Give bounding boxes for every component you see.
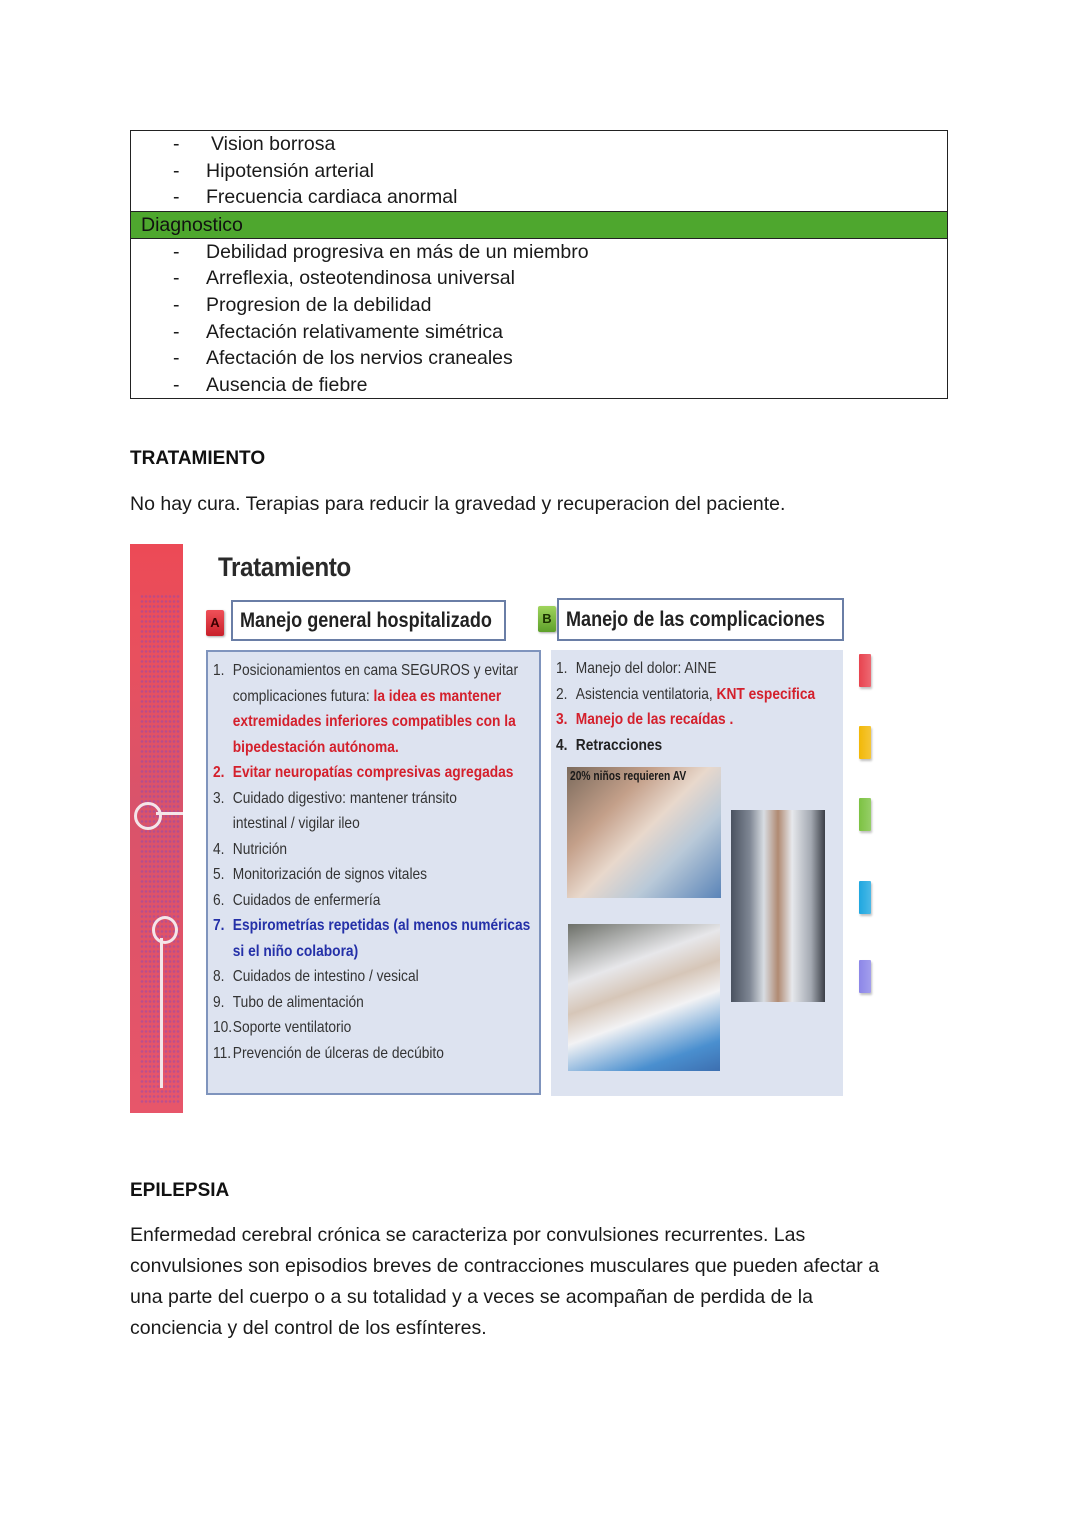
list-item: complicaciones futura: la idea es mantener <box>232 687 502 705</box>
decorative-stripe <box>130 544 183 1113</box>
list-item: extremidades inferiores compatibles con la <box>232 713 516 730</box>
list-item: 5. Monitorización de signos vitales <box>213 866 428 883</box>
list-item: intestinal / vigilar ileo <box>232 815 360 832</box>
sun-motif-icon <box>152 916 178 944</box>
epilepsia-line: Enfermedad cerebral crónica se caracteriza por convulsiones recurrentes. Las <box>130 1224 806 1246</box>
section-b-badge: B <box>538 606 556 632</box>
slide-title: Tratamiento <box>218 552 351 582</box>
photo-child-ventilator <box>567 767 721 898</box>
table-row <box>131 158 947 185</box>
list-item: 3. Manejo de las recaídas . <box>556 711 734 728</box>
table-row <box>131 265 947 292</box>
table-row <box>131 345 947 372</box>
table-row <box>131 239 947 266</box>
bullet-dash: - <box>173 347 180 370</box>
color-tab-icon <box>859 798 871 831</box>
diagnostic-item: Ausencia de fiebre <box>206 373 368 396</box>
epilepsia-heading: EPILEPSIA <box>130 1180 230 1201</box>
list-item: 2. Asistencia ventilatoria, KNT especifica <box>556 685 816 703</box>
bullet-dash: - <box>173 240 180 263</box>
epilepsia-line: conciencia y del control de los esfínteres. <box>130 1317 487 1339</box>
list-item: 1. Posicionamientos en cama SEGUROS y evitar <box>213 662 519 679</box>
symptoms-diagnosis-table <box>130 130 948 399</box>
symptom-item: Frecuencia cardiaca anormal <box>206 186 458 209</box>
general-management-panel <box>206 650 541 1095</box>
diagnostic-item: Arreflexia, osteotendinosa universal <box>206 267 515 290</box>
bullet-dash: - <box>173 373 180 396</box>
diagnostic-item: Afectación relativamente simétrica <box>206 320 503 343</box>
list-item: 8. Cuidados de intestino / vesical <box>213 968 419 985</box>
symptom-item: Hipotensión arterial <box>206 159 375 182</box>
list-item: 6. Cuidados de enfermería <box>213 891 381 909</box>
bullet-dash: - <box>173 186 180 209</box>
tratamiento-text: No hay cura. Terapias para reducir la gravedad y recuperacion del paciente. <box>130 493 786 515</box>
tratamiento-heading: TRATAMIENTO <box>130 448 266 469</box>
table-row <box>131 292 947 319</box>
color-tab-icon <box>859 654 871 687</box>
list-item: 4. Retracciones <box>556 736 663 754</box>
epilepsia-line: una parte del cuerpo o a su totalidad y a veces se acompañan de perdida de la <box>130 1286 813 1308</box>
treatment-slide-image <box>130 544 880 1114</box>
bullet-dash: - <box>173 293 180 316</box>
list-item: bipedestación autónoma. <box>232 738 399 756</box>
motif-line <box>156 812 183 815</box>
diagnostico-header: Diagnostico <box>131 211 947 239</box>
section-b-heading <box>557 598 844 641</box>
photo-child-sleeping <box>568 924 720 1071</box>
diagnostic-item: Debilidad progresiva en más de un miembro <box>206 240 589 263</box>
epilepsia-text <box>130 1220 960 1344</box>
list-item: 11. Prevención de úlceras de decúbito <box>213 1044 444 1062</box>
symptom-item: Vision borrosa <box>211 133 336 155</box>
photo-caption: 20% niños requieren AV <box>570 769 687 783</box>
complications-list <box>556 656 857 758</box>
table-row <box>131 372 947 399</box>
list-item: 3. Cuidado digestivo: mantener tránsito <box>213 789 457 807</box>
list-item: 4. Nutrición <box>213 840 288 858</box>
sun-motif-icon <box>134 802 162 830</box>
bullet-dash: - <box>173 267 180 290</box>
bullet-dash: - <box>173 159 180 182</box>
color-tab-icon <box>859 726 871 759</box>
diagnostic-item: Progresion de la debilidad <box>206 293 432 316</box>
complications-panel <box>551 650 843 1096</box>
section-a-heading-text: Manejo general hospitalizado <box>240 609 492 632</box>
section-a-badge: A <box>206 610 224 636</box>
list-item: 2. Evitar neuropatías compresivas agregadas <box>213 764 514 781</box>
epilepsia-line: convulsiones son episodios breves de contracciones musculares que pueden afectar a <box>130 1255 880 1277</box>
list-item: si el niño colabora) <box>232 942 359 960</box>
table-row <box>131 184 947 211</box>
list-item: 1. Manejo del dolor: AINE <box>556 660 717 677</box>
motif-line <box>160 938 163 1088</box>
color-tab-icon <box>859 881 871 914</box>
list-item: 7. Espirometrías repetidas (al menos numéricas <box>213 917 531 934</box>
table-row <box>131 319 947 346</box>
bullet-dash: - <box>173 320 180 343</box>
section-b-heading-text: Manejo de las complicaciones <box>566 608 825 631</box>
photo-legs-hanging <box>731 810 825 1002</box>
diagnostic-item: Afectación de los nervios craneales <box>206 347 513 370</box>
list-item: 10.Soporte ventilatorio <box>213 1019 352 1036</box>
color-tab-icon <box>859 960 871 993</box>
list-item: 9. Tubo de alimentación <box>213 993 364 1011</box>
bullet-dash: - <box>173 133 180 155</box>
table-row <box>131 131 947 158</box>
general-management-list <box>213 658 582 1066</box>
section-a-heading <box>231 600 506 641</box>
